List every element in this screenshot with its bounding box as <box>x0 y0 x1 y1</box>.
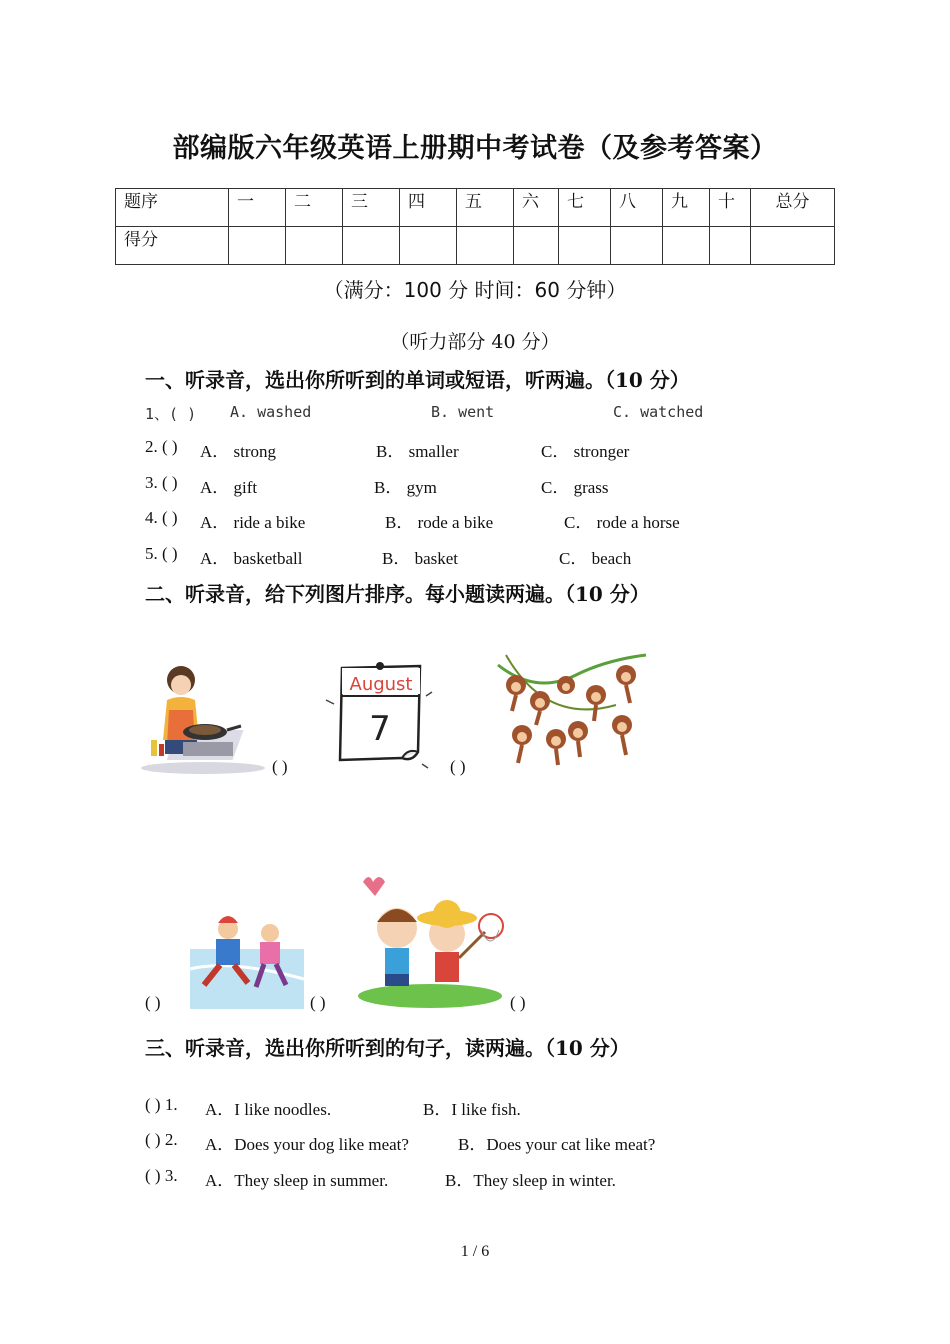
col-6: 六 <box>514 189 559 227</box>
answer-paren[interactable]: ( ) <box>145 993 161 1012</box>
col-1: 一 <box>229 189 286 227</box>
score-cell[interactable] <box>710 227 751 265</box>
page-number: 1 / 6 <box>460 1243 490 1260</box>
q5-option-c[interactable]: C． beach <box>559 549 632 568</box>
q3-option-a[interactable]: A． gift <box>200 478 258 497</box>
full-score-info: （满分：100 分 时间：60 分钟） <box>323 278 627 302</box>
s3-q2-option-a[interactable]: A．Does your dog like meat? <box>205 1135 409 1154</box>
score-cell[interactable] <box>457 227 514 265</box>
q2-option-a[interactable]: A． strong <box>200 442 277 461</box>
table-row <box>116 189 835 227</box>
butterfly-kids-picture <box>355 872 505 1008</box>
q3-option-c[interactable]: C． grass <box>541 478 609 497</box>
calendar-day: 7 <box>369 709 391 749</box>
listening-part-label: （听力部分 40 分） <box>390 331 560 353</box>
table-row <box>116 227 835 265</box>
col-7: 七 <box>559 189 611 227</box>
q5-number[interactable]: 5. ( ) <box>145 544 178 563</box>
s3-q1-option-a[interactable]: A．I like noodles. <box>205 1100 332 1119</box>
section1-heading: 一、听录音，选出你所听到的单词或短语，听两遍。（10 分） <box>145 368 690 392</box>
score-cell[interactable] <box>663 227 710 265</box>
q4-option-b[interactable]: B． rode a bike <box>385 513 494 532</box>
s3-q2-number[interactable]: ( ) 2. <box>145 1130 178 1149</box>
s3-q3-number[interactable]: ( ) 3. <box>145 1166 178 1185</box>
row-header-order: 题序 <box>116 189 229 227</box>
s3-q3-option-b[interactable]: B．They sleep in winter. <box>445 1171 616 1190</box>
q1-option-b[interactable]: B. went <box>431 403 495 421</box>
monkeys-picture <box>496 645 648 771</box>
col-10: 十 <box>710 189 751 227</box>
col-4: 四 <box>400 189 457 227</box>
q3-number[interactable]: 3. ( ) <box>145 473 178 492</box>
q3-option-b[interactable]: B． gym <box>374 478 437 497</box>
q1-number[interactable]: 1、( ) <box>145 405 197 423</box>
q2-option-c[interactable]: C． stronger <box>541 442 630 461</box>
score-cell[interactable] <box>559 227 611 265</box>
score-table <box>115 188 835 265</box>
answer-paren[interactable]: ( ) <box>450 757 466 776</box>
s3-q1-option-b[interactable]: B．I like fish. <box>423 1100 521 1119</box>
row-header-score: 得分 <box>116 227 229 265</box>
s3-q3-option-a[interactable]: A．They sleep in summer. <box>205 1171 389 1190</box>
answer-paren[interactable]: ( ) <box>310 993 326 1012</box>
q4-option-a[interactable]: A． ride a bike <box>200 513 306 532</box>
q1-option-a[interactable]: A. washed <box>230 403 312 421</box>
answer-paren[interactable]: ( ) <box>272 757 288 776</box>
score-cell[interactable] <box>229 227 286 265</box>
col-3: 三 <box>343 189 400 227</box>
answer-paren[interactable]: ( ) <box>510 993 526 1012</box>
q4-number[interactable]: 4. ( ) <box>145 508 178 527</box>
cooking-picture <box>143 660 269 775</box>
col-total: 总分 <box>751 189 835 227</box>
col-2: 二 <box>286 189 343 227</box>
score-cell[interactable] <box>514 227 559 265</box>
col-5: 五 <box>457 189 514 227</box>
score-cell[interactable] <box>611 227 663 265</box>
q5-option-a[interactable]: A． basketball <box>200 549 303 568</box>
exam-title: 部编版六年级英语上册期中考试卷（及参考答案） <box>172 133 778 164</box>
score-cell[interactable] <box>343 227 400 265</box>
score-cell[interactable] <box>286 227 343 265</box>
section3-heading: 三、听录音，选出你所听到的句子，读两遍。（10 分） <box>145 1036 630 1060</box>
q5-option-b[interactable]: B． basket <box>382 549 459 568</box>
col-8: 八 <box>611 189 663 227</box>
col-9: 九 <box>663 189 710 227</box>
s3-q1-number[interactable]: ( ) 1. <box>145 1095 178 1114</box>
q2-option-b[interactable]: B． smaller <box>376 442 459 461</box>
score-cell[interactable] <box>751 227 835 265</box>
section2-heading: 二、听录音，给下列图片排序。每小题读两遍。（10 分） <box>145 582 650 606</box>
s3-q2-option-b[interactable]: B．Does your cat like meat? <box>458 1135 656 1154</box>
q4-option-c[interactable]: C． rode a horse <box>564 513 680 532</box>
q2-number[interactable]: 2. ( ) <box>145 437 178 456</box>
skating-picture <box>190 909 304 1009</box>
q1-option-c[interactable]: C. watched <box>613 403 704 421</box>
score-cell[interactable] <box>400 227 457 265</box>
calendar-picture <box>322 660 434 770</box>
calendar-month: August <box>349 674 413 695</box>
